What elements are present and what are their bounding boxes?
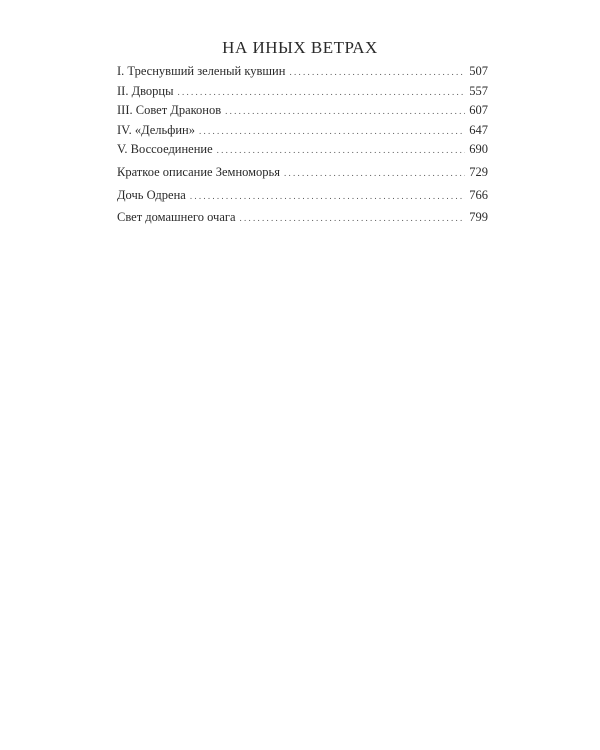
section-title: НА ИНЫХ ВЕТРАХ [222, 38, 378, 57]
entry-page-number: 647 [469, 122, 488, 137]
toc-entry [117, 101, 488, 121]
toc-entry [117, 62, 488, 82]
dot-leader [284, 162, 465, 185]
dot-leader [199, 122, 465, 142]
dot-leader [225, 102, 465, 122]
entry-page-number: 690 [469, 142, 488, 156]
toc-entry [117, 184, 488, 207]
entry-page-number: 799 [469, 210, 488, 224]
dot-leader [178, 83, 466, 103]
entry-label: Дочь Одрена [117, 187, 186, 202]
toc-entry [117, 121, 488, 141]
entry-label: V. Воссоединение [117, 142, 213, 156]
entry-page-number: 729 [469, 165, 488, 179]
entry-label: IV. «Дельфин» [117, 122, 195, 137]
toc-entry [117, 206, 488, 229]
dot-leader [217, 141, 466, 161]
toc-entry [117, 161, 488, 184]
dot-leader [289, 63, 465, 83]
entry-label: Свет домашнего очага [117, 210, 236, 224]
toc-entry [117, 82, 488, 102]
entry-page-number: 766 [469, 187, 488, 202]
chapter-list [117, 62, 488, 160]
entry-page-number: 507 [469, 64, 488, 78]
entry-page-number: 607 [469, 103, 488, 117]
dot-leader [240, 207, 466, 230]
entry-label: Краткое описание Земноморья [117, 165, 281, 179]
entry-label: III. Совет Драконов [117, 103, 222, 117]
dot-leader [190, 185, 465, 208]
entry-label: II. Дворцы [117, 83, 174, 98]
toc-entry [117, 140, 488, 160]
entry-label: I. Треснувший зеленый кувшин [117, 64, 286, 78]
entry-page-number: 557 [469, 83, 488, 98]
appendix-list [117, 161, 488, 229]
